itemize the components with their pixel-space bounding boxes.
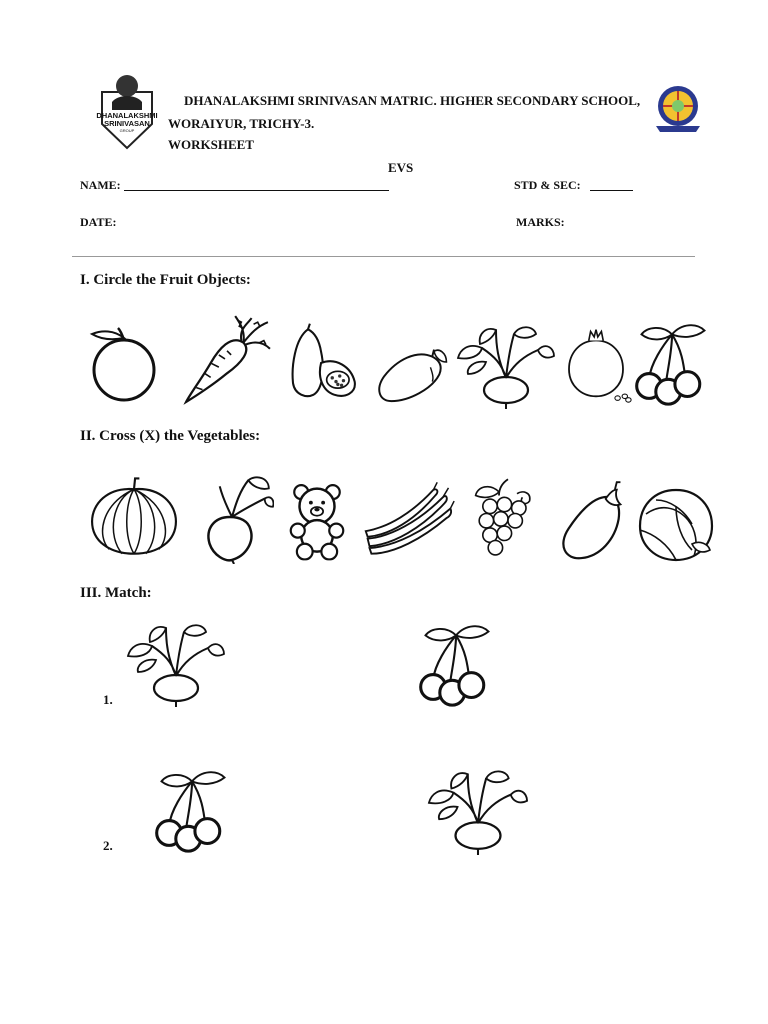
name-label: NAME: [80, 178, 121, 192]
name-field[interactable] [124, 190, 389, 191]
papaya-icon[interactable] [280, 320, 364, 404]
pomegranate-icon[interactable] [560, 322, 632, 404]
std-sec-field[interactable] [590, 190, 633, 191]
beetroot-icon[interactable] [190, 472, 274, 564]
beetroot-icon[interactable] [454, 320, 558, 410]
subject-label: EVS [388, 160, 414, 175]
orange-icon[interactable] [84, 322, 164, 406]
school-logo-left [96, 72, 158, 150]
match-row-1-number: 1. [103, 692, 113, 707]
beans-icon[interactable] [362, 480, 456, 556]
logo-line-2: SRINIVASAN [104, 119, 150, 128]
section-1-title: I. Circle the Fruit Objects: [80, 272, 251, 288]
school-name: DHANALAKSHMI SRINIVASAN MATRIC. HIGHER SECONDARY SCHOOL, [184, 93, 641, 108]
pumpkin-icon[interactable] [84, 472, 184, 558]
section-3-title: III. Match: [80, 585, 152, 601]
cabbage-icon[interactable] [636, 484, 716, 564]
school-address: WORAIYUR, TRICHY-3. [168, 116, 315, 131]
beetroot-icon[interactable] [122, 618, 230, 708]
beetroot-icon[interactable] [424, 764, 532, 856]
brinjal-icon[interactable] [552, 480, 626, 564]
std-sec-label: STD & SEC: [514, 178, 581, 192]
teddy-bear-icon[interactable] [282, 480, 352, 562]
logo-line-1: DHANALAKSHMI [96, 111, 158, 120]
cherries-icon[interactable] [630, 320, 716, 408]
cherries-icon[interactable] [150, 768, 236, 854]
cherries-icon[interactable] [414, 622, 500, 708]
carrot-icon[interactable] [180, 312, 272, 408]
logo-line-3: GROUP [119, 128, 135, 133]
header-divider [72, 256, 695, 257]
section-2-title: II. Cross (X) the Vegetables: [80, 428, 261, 444]
grapes-icon[interactable] [472, 476, 544, 560]
school-logo-right [652, 82, 704, 136]
marks-label: MARKS: [516, 215, 565, 229]
worksheet-label: WORKSHEET [168, 137, 254, 152]
mango-icon[interactable] [366, 330, 454, 410]
date-label: DATE: [80, 215, 117, 229]
match-row-2-number: 2. [103, 838, 113, 853]
